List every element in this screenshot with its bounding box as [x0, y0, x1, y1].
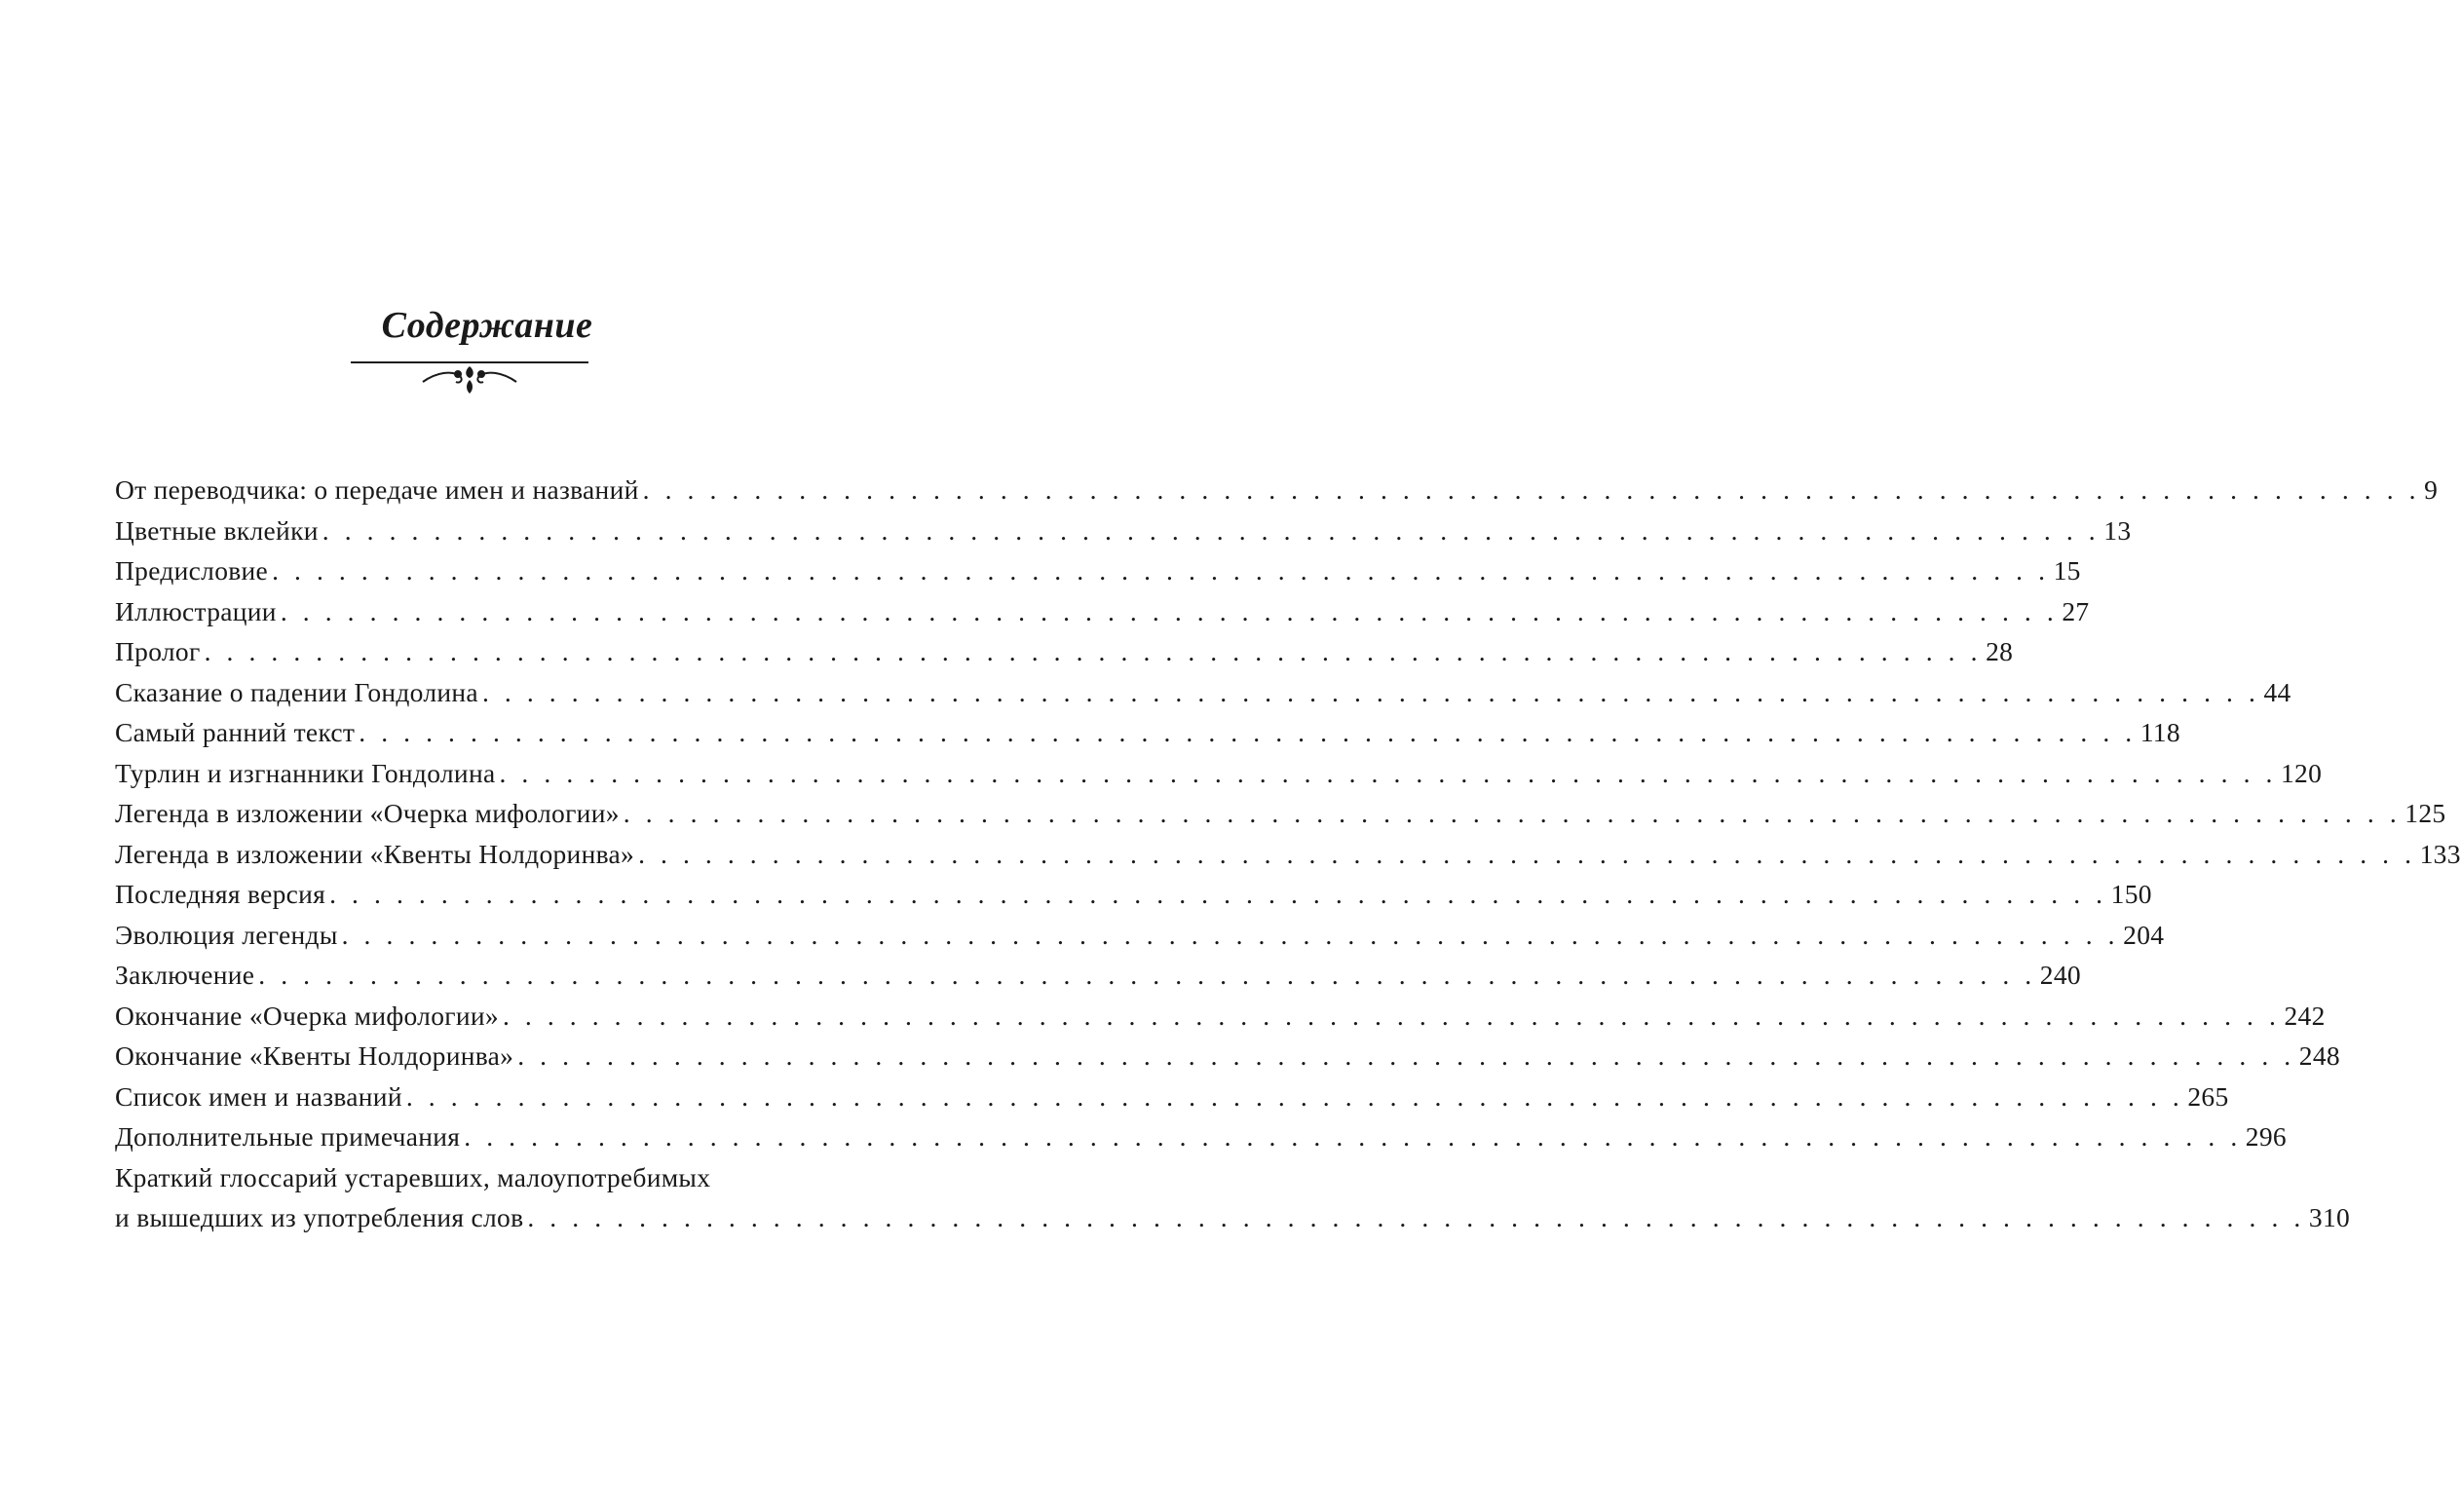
toc-entry-label: Иллюстрации: [115, 595, 277, 626]
toc-entry: [115, 874, 2152, 915]
toc-entry-page: 9: [2424, 474, 2439, 505]
dot-leader: . . . . . . . . . . . . . . . . . . . . . . . . . . . . . . . . . . . . . . . . . . . . . . . . . . . . . . . . . . . . . . . . . . . . . . . . . . . . . . . .: [502, 1000, 2281, 1031]
toc-entry-label: Окончание «Квенты Нолдоринва»: [115, 1040, 514, 1071]
toc-entry-multiline: [115, 1157, 2351, 1238]
toc-entry: [115, 834, 2461, 875]
toc-entry-label: Цветные вклейки: [115, 514, 319, 546]
toc-entry: [115, 915, 2165, 956]
toc-entry: [115, 1077, 2229, 1117]
toc-entry: [115, 510, 2132, 551]
toc-entry-page: 15: [2053, 555, 2081, 586]
toc-entry: [115, 793, 2446, 834]
toc-entry-label: От переводчика: о передаче имен и названий: [115, 474, 639, 505]
toc-entry-label: Легенда в изложении «Квенты Нолдоринва»: [115, 838, 635, 869]
toc-entry: [115, 996, 2326, 1037]
toc-entry-page: 44: [2263, 676, 2291, 707]
toc-entry-page: 118: [2139, 717, 2180, 747]
toc-entry-page: 28: [1986, 636, 2014, 666]
dot-leader: . . . . . . . . . . . . . . . . . . . . . . . . . . . . . . . . . . . . . . . . . . . . . . . . . . . . . . . . . . . . . . . . . . . . . . . . . . . . . . . .: [517, 1040, 2295, 1071]
toc-entry: [115, 712, 2180, 753]
page-title: Содержание: [381, 305, 593, 346]
toc-entry-page: 133: [2419, 838, 2461, 869]
toc-entry-page: 204: [2123, 919, 2165, 950]
dot-leader: . . . . . . . . . . . . . . . . . . . . . . . . . . . . . . . . . . . . . . . . . . . . . . . . . . . . . . . . . . . . . . . . . . . . . . . . . . . . . . . .: [499, 757, 2277, 788]
toc-entry-page: 240: [2039, 960, 2081, 990]
toc-entry: [115, 672, 2291, 713]
toc-entry: [115, 955, 2081, 996]
dot-leader: . . . . . . . . . . . . . . . . . . . . . . . . . . . . . . . . . . . . . . . . . . . . . . . . . . . . . . . . . . . . . . . . . . . . . . . . . . . . . . . .: [481, 676, 2260, 707]
toc-entry-label: Окончание «Очерка мифологии»: [115, 1000, 499, 1031]
toc-entry-page: 27: [2062, 595, 2090, 626]
toc-entry: [115, 753, 2323, 794]
toc-entry-page: 125: [2404, 798, 2446, 828]
dot-leader: . . . . . . . . . . . . . . . . . . . . . . . . . . . . . . . . . . . . . . . . . . . . . . . . . . . . . . . . . . . . . . . . . . . . . . . . . . . . . . . .: [322, 514, 2101, 546]
dot-leader: . . . . . . . . . . . . . . . . . . . . . . . . . . . . . . . . . . . . . . . . . . . . . . . . . . . . . . . . . . . . . . . . . . . . . . . . . . . . . . . .: [638, 838, 2416, 869]
toc-entry-page: 248: [2298, 1040, 2340, 1071]
dot-leader: . . . . . . . . . . . . . . . . . . . . . . . . . . . . . . . . . . . . . . . . . . . . . . . . . . . . . . . . . . . . . . . . . . . . . . . . . . . . . . . .: [204, 636, 1983, 666]
table-of-contents: [115, 470, 2461, 1238]
toc-entry-page: 242: [2284, 1000, 2326, 1031]
toc-entry-page: 13: [2103, 514, 2132, 546]
toc-entry-page: 150: [2110, 879, 2152, 909]
toc-entry: [115, 1116, 2287, 1157]
toc-entry-page: 310: [2308, 1202, 2351, 1232]
toc-entry: [115, 1197, 2351, 1238]
toc-entry: [115, 1036, 2340, 1077]
dot-leader: . . . . . . . . . . . . . . . . . . . . . . . . . . . . . . . . . . . . . . . . . . . . . . . . . . . . . . . . . . . . . . . . . . . . . . . . . . . . . . . .: [623, 798, 2402, 828]
dot-leader: . . . . . . . . . . . . . . . . . . . . . . . . . . . . . . . . . . . . . . . . . . . . . . . . . . . . . . . . . . . . . . . . . . . . . . . . . . . . . . . .: [405, 1080, 2184, 1112]
toc-entry-label: Список имен и названий: [115, 1080, 402, 1112]
toc-entry-page: 296: [2245, 1121, 2287, 1152]
toc-entry-label: Последняя версия: [115, 879, 326, 909]
dot-leader: . . . . . . . . . . . . . . . . . . . . . . . . . . . . . . . . . . . . . . . . . . . . . . . . . . . . . . . . . . . . . . . . . . . . . . . . . . . . . . . .: [464, 1121, 2242, 1152]
dot-leader: . . . . . . . . . . . . . . . . . . . . . . . . . . . . . . . . . . . . . . . . . . . . . . . . . . . . . . . . . . . . . . . . . . . . . . . . . . . . . . . .: [642, 474, 2421, 505]
toc-entry-page: 265: [2187, 1080, 2229, 1112]
dot-leader: . . . . . . . . . . . . . . . . . . . . . . . . . . . . . . . . . . . . . . . . . . . . . . . . . . . . . . . . . . . . . . . . . . . . . . . . . . . . . . . .: [527, 1202, 2305, 1232]
toc-entry: [115, 631, 2014, 672]
dot-leader: . . . . . . . . . . . . . . . . . . . . . . . . . . . . . . . . . . . . . . . . . . . . . . . . . . . . . . . . . . . . . . . . . . . . . . . . . . . . . . . .: [329, 879, 2107, 909]
dot-leader: . . . . . . . . . . . . . . . . . . . . . . . . . . . . . . . . . . . . . . . . . . . . . . . . . . . . . . . . . . . . . . . . . . . . . . . . . . . . . . . .: [359, 717, 2137, 747]
toc-entry-label: Легенда в изложении «Очерка мифологии»: [115, 798, 620, 828]
dot-leader: . . . . . . . . . . . . . . . . . . . . . . . . . . . . . . . . . . . . . . . . . . . . . . . . . . . . . . . . . . . . . . . . . . . . . . . . . . . . . . . .: [341, 919, 2120, 950]
toc-entry: [115, 470, 2439, 510]
toc-entry-page: 120: [2281, 757, 2323, 788]
toc-entry-label-line1: Краткий глоссарий устаревших, малоупотребимых: [115, 1161, 711, 1192]
toc-entry: [115, 591, 2090, 632]
dot-leader: . . . . . . . . . . . . . . . . . . . . . . . . . . . . . . . . . . . . . . . . . . . . . . . . . . . . . . . . . . . . . . . . . . . . . . . . . . . . . . . .: [258, 960, 2036, 990]
toc-entry-label: Самый ранний текст: [115, 717, 356, 747]
toc-entry: [115, 550, 2081, 591]
toc-entry-label: Турлин и изгнанники Гондолина: [115, 757, 496, 788]
toc-entry-label: Пролог: [115, 636, 201, 666]
dot-leader: . . . . . . . . . . . . . . . . . . . . . . . . . . . . . . . . . . . . . . . . . . . . . . . . . . . . . . . . . . . . . . . . . . . . . . . . . . . . . . . .: [280, 595, 2059, 626]
toc-entry-label: Эволюция легенды: [115, 919, 338, 950]
toc-entry-label-line2: и вышедших из употребления слов: [115, 1202, 524, 1232]
scroll-flourish-divider-icon: [351, 355, 588, 401]
toc-entry-label: Предисловие: [115, 555, 269, 586]
toc-entry-label: Заключение: [115, 960, 255, 990]
dot-leader: . . . . . . . . . . . . . . . . . . . . . . . . . . . . . . . . . . . . . . . . . . . . . . . . . . . . . . . . . . . . . . . . . . . . . . . . . . . . . . . .: [272, 555, 2050, 586]
toc-entry-label: Сказание о падении Гондолина: [115, 676, 478, 707]
toc-entry-label: Дополнительные примечания: [115, 1121, 461, 1152]
